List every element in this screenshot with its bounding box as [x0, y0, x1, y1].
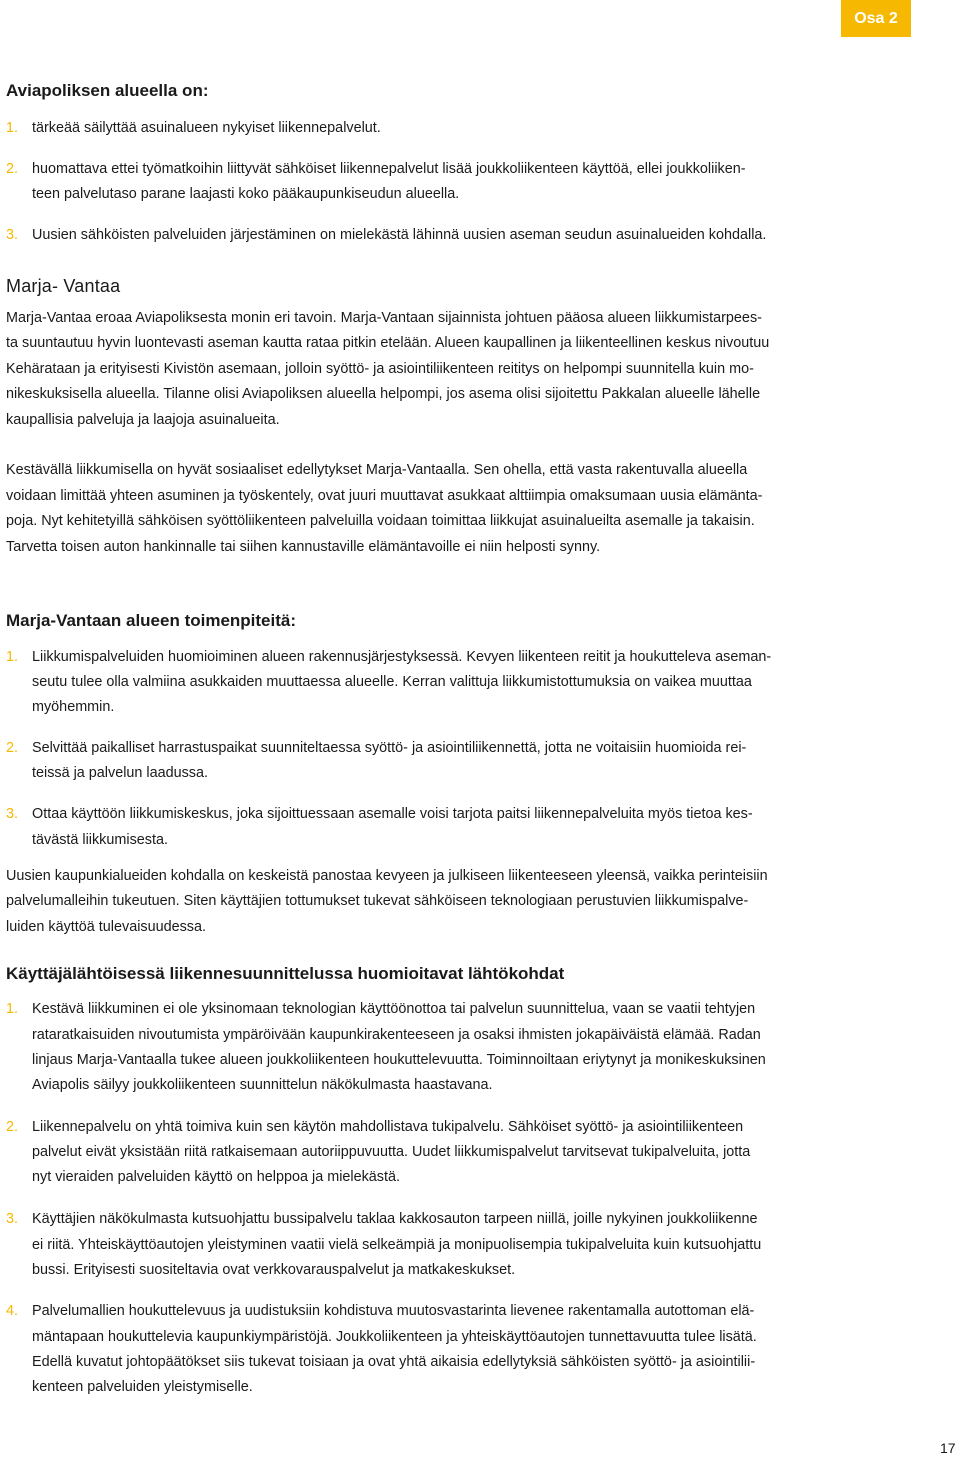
list-number: 3.: [6, 806, 19, 822]
list-item-line: kenteen palveluiden yleistymiselle.: [32, 1379, 253, 1395]
list-number: 2.: [6, 740, 19, 756]
paragraph-line: Marja-Vantaa eroaa Aviapoliksesta monin eri tavoin. Marja-Vantaan sijainnista johtuen pääosa alueen liikkumistarpees-: [6, 310, 762, 326]
list-item-line: Ottaa käyttöön liikkumiskeskus, joka sijoittuessaan asemalle voisi tarjota paitsi liikennepalveluita myös tietoa kes-: [32, 806, 753, 822]
list-number: 2.: [6, 1119, 19, 1135]
list-item-line: ei riitä. Yhteiskäyttöautojen yleistyminen vaatii vielä selkeämpiä ja monipuolisempia tukipalveluita kuin kutsuohjattu: [32, 1237, 762, 1253]
list-item-line: linjaus Marja-Vantaalla tukee alueen joukkoliikenteen houkuttelevuutta. Toiminnoiltaan eriytynyt ja monikeskuksinen: [32, 1052, 766, 1068]
list-item-line: palvelut eivät yksistään riitä ratkaisemaan autoriippuvuutta. Uudet liikkumispalvelut tarvitsevat tukipalveluita, jotta: [32, 1144, 751, 1160]
list-item-line: nyt vieraiden palveluiden käyttö on helppoa ja mielekästä.: [32, 1169, 400, 1185]
list-number: 3.: [6, 1211, 19, 1227]
list-item-line: Kestävä liikkuminen ei ole yksinomaan teknologian käyttöönottoa tai palvelun suunnittelua, vaan se vaatii tehtyjen: [32, 1001, 756, 1017]
heading-toimenpiteet: Marja-Vantaan alueen toimenpiteitä:: [6, 611, 297, 630]
list-item-line: tärkeää säilyttää asuinalueen nykyiset liikennepalvelut.: [32, 120, 381, 136]
paragraph-line: Uusien kaupunkialueiden kohdalla on keskeistä panostaa kevyeen ja julkiseen liikenteeseen yleensä, vaikka perinteisiin: [6, 868, 768, 884]
list-number: 1.: [6, 120, 19, 136]
paragraph-line: luiden käyttöä tulevaisuudessa.: [6, 919, 207, 935]
list-item-line: Liikkumispalveluiden huomioiminen alueen rakennusjärjestyksessä. Kevyen liikenteen reitit ja houkutteleva aseman-: [32, 649, 772, 665]
list-item-line: seutu tulee olla valmiina asukkaiden muuttaessa alueelle. Kerran valittuja liikkumistottumuksia on vaikea muuttaa: [32, 674, 752, 690]
heading-aviapolis: Aviapoliksen alueella on:: [6, 81, 209, 100]
list-item-line: Palvelumallien houkuttelevuus ja uudistuksiin kohdistuva muutosvastarinta lievenee rakentamalla autottoman elä-: [32, 1303, 755, 1319]
list-item-line: teen palvelutaso parane laajasti koko pääkaupunkiseudun alueella.: [32, 186, 460, 202]
paragraph-line: Kehärataan ja erityisesti Kivistön asemaan, jolloin syöttö- ja asiointiliikenteen reititys on helpompi suunnitella kuin mo-: [6, 361, 754, 377]
paragraph-line: ta suuntautuu hyvin luontevasti aseman kautta rataa pitkin etelään. Alueen kaupallinen ja liikenteellinen keskus nivoutuu: [6, 335, 770, 351]
list-item-line: Käyttäjien näkökulmasta kutsuohjattu bussipalvelu taklaa kakkosauton tarpeen niillä, joille nykyinen joukkoliikenne: [32, 1211, 758, 1227]
paragraph-line: nikeskuksisella alueella. Tilanne olisi Aviapoliksen alueella helpompi, jos asema olisi sijoitettu Pakkalan alueelle lähelle: [6, 386, 761, 402]
heading-marja-vantaa: Marja- Vantaa: [6, 276, 121, 296]
list-item-line: bussi. Erityisesti suositeltavia ovat verkkovarauspalvelut ja matkakeskukset.: [32, 1262, 516, 1278]
section-badge: Osa 2: [841, 0, 911, 37]
list-item-line: Uusien sähköisten palveluiden järjestäminen on mielekästä lähinnä uusien aseman seudun asuinalueiden kohdalla.: [32, 227, 767, 243]
list-item-line: Liikennepalvelu on yhtä toimiva kuin sen käytön mahdollistava tukipalvelu. Sähköiset syöttö- ja asiointiliikenteen: [32, 1119, 744, 1135]
list-item-line: tävästä liikkumisesta.: [32, 832, 168, 848]
list-number: 4.: [6, 1303, 19, 1319]
list-item-line: Edellä kuvatut johtopäätökset siis tukevat toisiaan ja ovat yhtä aikaisia edellytyksiä sähköisten syöttö- ja asiointilii-: [32, 1354, 756, 1370]
paragraph-line: voidaan limittää yhteen asuminen ja työskentely, ovat juuri muuttavat asukkaat alttiimpia omaksumaan uusia elämänta-: [6, 488, 763, 504]
list-item-line: teissä ja palvelun laadussa.: [32, 765, 208, 781]
list-number: 1.: [6, 649, 19, 665]
list-item-line: myöhemmin.: [32, 699, 115, 715]
heading-kayttajalahtoinen: Käyttäjälähtöisessä liikennesuunnittelussa huomioitavat lähtökohdat: [6, 964, 565, 983]
paragraph-line: kaupallisia palveluja ja laajoja asuinalueita.: [6, 412, 280, 428]
paragraph-line: Tarvetta toisen auton hankinnalle tai siihen kannustaville elämäntavoille ei niin helposti synny.: [6, 539, 601, 555]
page-number: 17: [940, 1440, 956, 1456]
list-item-line: Aviapolis säilyy joukkoliikenteen suunnittelun näkökulmasta haastavana.: [32, 1077, 493, 1093]
paragraph-line: Kestävällä liikkumisella on hyvät sosiaaliset edellytykset Marja-Vantaalla. Sen ohella, että vasta rakentuvalla alueella: [6, 462, 748, 478]
list-number: 2.: [6, 161, 19, 177]
list-number: 1.: [6, 1001, 19, 1017]
paragraph-line: palvelumalleihin tukeutuen. Siten käyttäjien tottumukset tukevat sähköiseen teknologiaan perustuvien liikkumispalve-: [6, 893, 749, 909]
list-item-line: Selvittää paikalliset harrastuspaikat suunniteltaessa syöttö- ja asiointiliikennettä, jotta ne voitaisiin huomioida rei-: [32, 740, 747, 756]
list-item-line: huomattava ettei työmatkoihin liittyvät sähköiset liikennepalvelut lisää joukkoliikenteen käyttöä, ellei joukkoliiken-: [32, 161, 746, 177]
paragraph-line: poja. Nyt kehitetyillä sähköisen syöttöliikenteen palveluilla voidaan toimittaa liikkujat asuinalueilta asemalle ja takaisin.: [6, 513, 755, 529]
list-number: 3.: [6, 227, 19, 243]
list-item-line: rataratkaisuiden nivoutumista ympäröivään kaupunkirakenteeseen ja osaksi ihmisten jokapäiväistä elämää. Radan: [32, 1027, 761, 1043]
list-item-line: mäntapaan houkuttelevia kaupunkiympäristöjä. Joukkoliikenteen ja yhteiskäyttöautojen tunnettavuutta tulee lisätä.: [32, 1329, 757, 1345]
